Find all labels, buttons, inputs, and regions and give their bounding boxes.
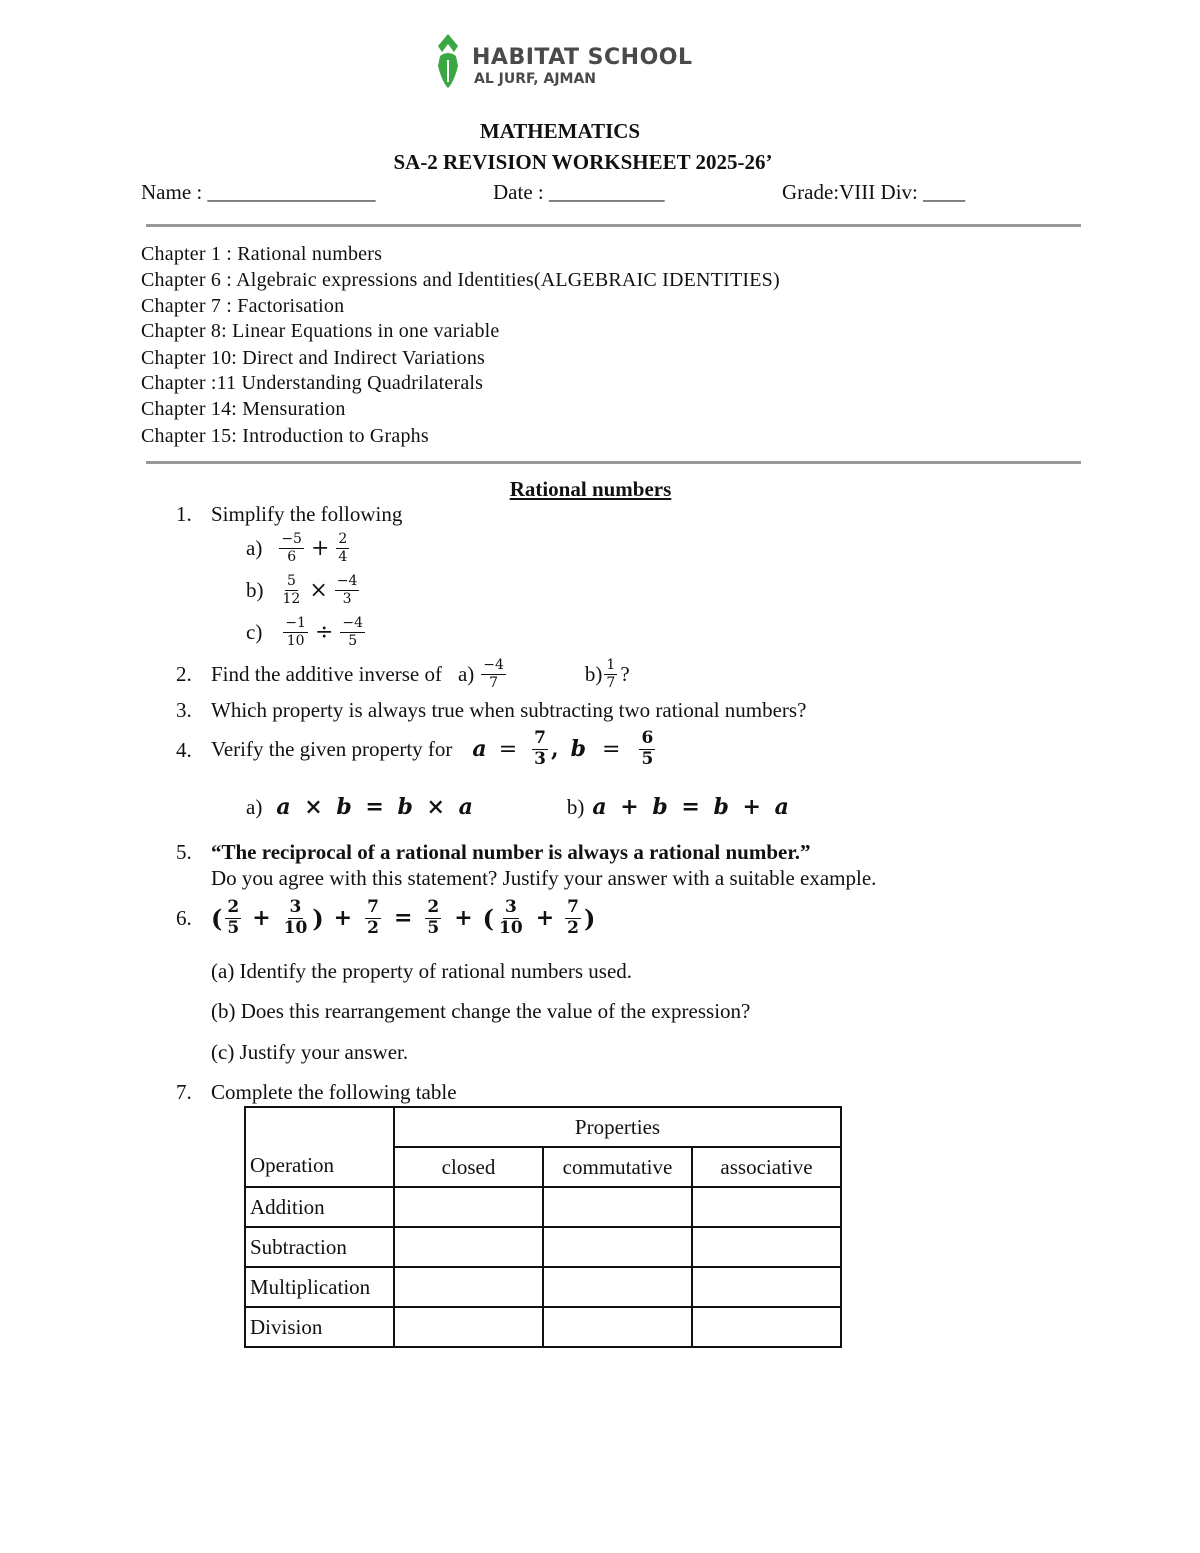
q4-parts: [246, 792, 789, 822]
fraction: $\frac{-4}{5}$: [342, 615, 364, 649]
q4-line: [211, 724, 658, 774]
question-text: Simplify the following: [211, 502, 403, 526]
answer-cell[interactable]: [543, 1267, 692, 1307]
operator: +: [310, 535, 330, 561]
fraction: $\frac{7}{2}$: [567, 896, 579, 938]
answer-cell[interactable]: [543, 1227, 692, 1267]
answer-cell[interactable]: [692, 1187, 841, 1227]
leaf-pen-icon: [432, 32, 464, 90]
property-expression: a + b = b + a: [592, 794, 789, 820]
answer-cell[interactable]: [692, 1267, 841, 1307]
fraction: $\frac{-1}{10}$: [285, 615, 306, 649]
part-label: b): [566, 794, 585, 819]
q1-part-b: [246, 570, 362, 610]
fraction: $\frac{7}{2}$: [367, 896, 379, 938]
answer-cell[interactable]: [394, 1307, 543, 1347]
table-row: [245, 1187, 841, 1227]
question-number: 7.: [176, 1080, 192, 1104]
fraction: $\frac{3}{10}$: [499, 896, 523, 938]
chapter-item: Chapter :11 Understanding Quadrilaterals: [141, 372, 484, 394]
question-number: 5.: [176, 840, 192, 864]
part-label: a): [246, 794, 263, 819]
fraction: $\frac{2}{5}$: [227, 896, 240, 938]
paren: ): [312, 903, 324, 933]
chapter-item: Chapter 14: Mensuration: [141, 398, 346, 420]
operator: +: [535, 905, 555, 931]
date-field: Date : ___________: [493, 180, 665, 204]
worksheet-title: SA-2 REVISION WORKSHEET 2025-26’: [393, 150, 773, 174]
fraction: $\frac{3}{10}$: [283, 896, 308, 938]
question-text: Verify the given property for: [211, 736, 453, 761]
row-label: Division: [245, 1307, 394, 1347]
equals: =: [498, 736, 518, 762]
operator: +: [454, 905, 473, 931]
answer-cell[interactable]: [394, 1267, 543, 1307]
fraction: $\frac{-4}{3}$: [336, 573, 358, 607]
grade-field: Grade:VIII Div: ____: [782, 180, 966, 204]
fraction: $\frac{-5}{6}$: [281, 531, 302, 565]
school-location: AL JURF, AJMAN: [474, 71, 597, 87]
operator: +: [333, 905, 353, 931]
row-label: Subtraction: [245, 1227, 394, 1267]
q6-expression: [211, 893, 595, 943]
sub-question: (a) Identify the property of rational numbers used.: [211, 959, 633, 983]
table-header-row: [245, 1107, 841, 1147]
equals: =: [602, 736, 621, 762]
question-text: Which property is always true when subtracting two rational numbers?: [211, 698, 807, 722]
part-label: b): [246, 577, 264, 602]
chapter-item: Chapter 15: Introduction to Graphs: [141, 425, 429, 447]
question-number: 6.: [176, 906, 192, 930]
answer-cell[interactable]: [543, 1187, 692, 1227]
table-row: [245, 1267, 841, 1307]
chapter-item: Chapter 10: Direct and Indirect Variations: [141, 347, 486, 369]
row-label: Addition: [245, 1187, 394, 1227]
subject-title: MATHEMATICS: [479, 119, 641, 143]
paren: (: [482, 903, 495, 933]
part-label: c): [246, 619, 263, 644]
operator: ÷: [314, 619, 334, 645]
part-label: a): [246, 535, 263, 560]
answer-cell[interactable]: [692, 1307, 841, 1347]
divider-bottom: [146, 461, 1081, 464]
question-text: Find the additive inverse of: [211, 661, 442, 686]
fraction: $\frac{2}{5}$: [427, 896, 440, 938]
table-row: [245, 1227, 841, 1267]
property-expression: a × b = b × a: [276, 794, 473, 820]
sub-question: (b) Does this rearrangement change the value of the expression?: [211, 999, 751, 1023]
operation-header: Operation: [245, 1107, 394, 1187]
answer-cell[interactable]: [394, 1187, 543, 1227]
question-number: 3.: [176, 698, 192, 722]
chapter-item: Chapter 6 : Algebraic expressions and Identities(ALGEBRAIC IDENTITIES): [141, 269, 780, 291]
q1-part-c: [246, 612, 368, 652]
fraction: $\frac{1}{7}$: [606, 657, 616, 691]
q1-part-a: [246, 528, 352, 568]
name-field: Name : ________________: [141, 180, 376, 204]
question-number: 2.: [176, 662, 192, 686]
part-label: a): [457, 661, 475, 686]
properties-table: [244, 1106, 842, 1348]
comma: ,: [550, 736, 559, 762]
question-mark: ?: [620, 661, 630, 686]
answer-cell[interactable]: [692, 1227, 841, 1267]
question-number: 4.: [176, 738, 192, 762]
q2-line: [211, 654, 630, 694]
answer-cell[interactable]: [543, 1307, 692, 1347]
paren: (: [211, 903, 223, 933]
question-number: 1.: [176, 502, 192, 526]
var-a: a: [472, 736, 487, 762]
part-label: b): [584, 661, 603, 686]
quote-statement: “The reciprocal of a rational number is always a rational number.”: [211, 840, 811, 864]
question-text: Do you agree with this statement? Justify your answer with a suitable example.: [211, 866, 877, 890]
question-text: Complete the following table: [211, 1080, 457, 1104]
fraction: $\frac{2}{4}$: [338, 531, 348, 565]
column-header: closed: [394, 1147, 543, 1187]
fraction: $\frac{5}{12}$: [282, 573, 301, 607]
properties-header: Properties: [394, 1107, 841, 1147]
section-title: Rational numbers: [509, 477, 672, 501]
fraction: $\frac{7}{3}$: [534, 727, 546, 769]
divider-top: [146, 224, 1081, 227]
row-label: Multiplication: [245, 1267, 394, 1307]
operator: +: [252, 905, 271, 931]
fraction: $\frac{-4}{7}$: [483, 657, 504, 691]
school-name: HABITAT SCHOOL: [472, 45, 693, 70]
var-b: b: [570, 736, 587, 762]
fraction: $\frac{6}{5}$: [641, 727, 654, 769]
sub-question: (c) Justify your answer.: [211, 1040, 409, 1064]
column-header: associative: [692, 1147, 841, 1187]
chapter-item: Chapter 7 : Factorisation: [141, 295, 345, 317]
chapter-item: Chapter 8: Linear Equations in one variable: [141, 320, 500, 342]
table-row: [245, 1307, 841, 1347]
paren: ): [583, 903, 596, 933]
chapter-item: Chapter 1 : Rational numbers: [141, 243, 383, 265]
answer-cell[interactable]: [394, 1227, 543, 1267]
column-header: commutative: [543, 1147, 692, 1187]
equals: =: [393, 905, 413, 931]
operator: ×: [309, 577, 328, 603]
